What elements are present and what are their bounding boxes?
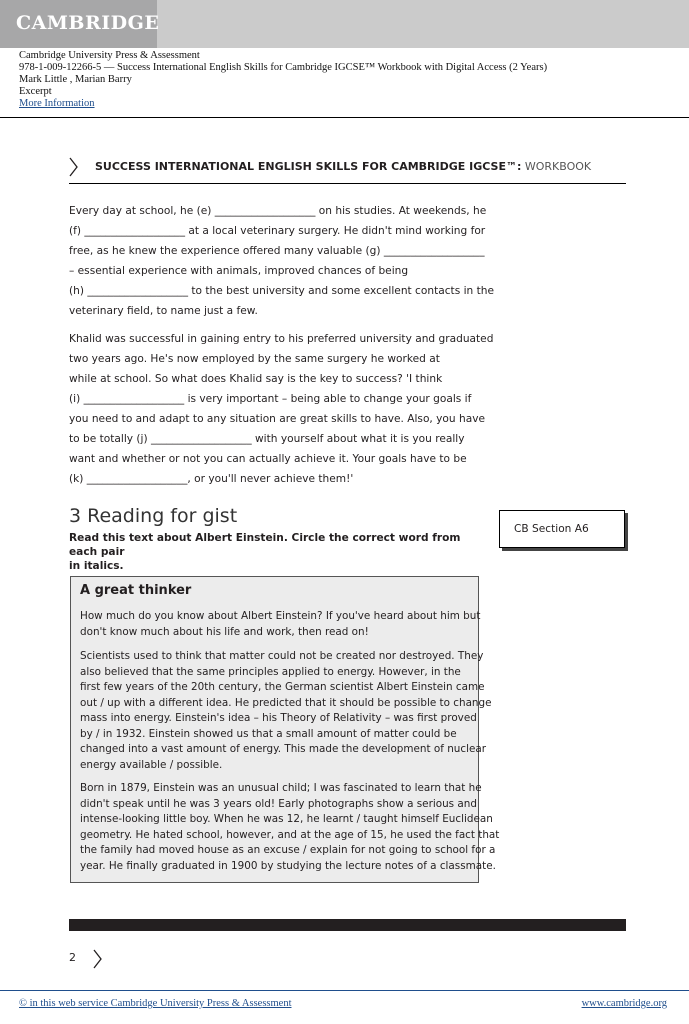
header-divider <box>0 117 689 118</box>
text-line: you need to and adapt to any situation are great skills to have. Also, you have <box>69 413 485 425</box>
isbn-line: 978-1-009-12266-5 — Success International English Skills for Cambridge IGCSE™ Workbook with Digital Access (2 Years) <box>19 62 548 73</box>
footer-divider <box>0 990 689 991</box>
text-line: – essential experience with animals, improved chances of being <box>69 265 409 277</box>
gap-fill-paragraph-2 <box>69 329 494 489</box>
text-line: How much do you know about Albert Einstein? If you've heard about him but <box>80 610 481 622</box>
text-line: year. He finally graduated in 1900 by studying the lecture notes of a classmate. <box>80 859 496 872</box>
cambridge-logo[interactable] <box>0 0 160 48</box>
text-line: by / in 1932. Einstein showed us that a small amount of matter could be <box>80 727 457 740</box>
text-line: energy available / possible. <box>80 758 223 771</box>
running-head-title: SUCCESS INTERNATIONAL ENGLISH SKILLS FOR CAMBRIDGE IGCSE™: <box>95 160 522 173</box>
text-line: free, as he knew the experience offered many valuable (g) ___________________ <box>69 245 485 257</box>
more-information-link[interactable]: More Information <box>19 98 95 109</box>
text-line: want and whether or not you can actually achieve it. Your goals have to be <box>69 453 467 465</box>
text-line: veterinary field, to name just a few. <box>69 305 258 317</box>
text-line: (h) ___________________ to the best university and some excellent contacts in the <box>69 285 495 297</box>
page-number: 2 <box>69 951 76 964</box>
gap-fill-paragraph-1 <box>69 201 495 321</box>
reading-title: A great thinker <box>80 583 192 598</box>
text-line: intense-looking little boy. When he was 12, he learnt / taught himself Euclidean <box>80 813 493 825</box>
text-line: (f) ___________________ at a local veterinary surgery. He didn't mind working for <box>69 225 486 237</box>
publisher-line: Cambridge University Press & Assessment <box>19 50 200 61</box>
text-line: out / up with a different idea. He predicted that it should be possible to change <box>80 696 492 709</box>
text-line: Born in 1879, Einstein was an unusual child; I was fascinated to learn that he <box>80 782 482 794</box>
text-line: don't know much about his life and work, then read on! <box>80 625 369 638</box>
running-head-rule <box>69 183 626 184</box>
chevron-right-icon <box>93 949 103 969</box>
chevron-right-icon <box>69 157 79 177</box>
text-line: didn't speak until he was 3 years old! Early photographs show a serious and <box>80 797 477 810</box>
text-line: also believed that the same principles applied to energy. However, in the <box>80 665 461 678</box>
text-line: (k) ___________________, or you'll never achieve them!' <box>69 473 354 485</box>
section-instruction <box>69 531 469 573</box>
logo-text: CAMBRIDGE <box>16 12 160 34</box>
copyright-link[interactable]: © in this web service Cambridge University Press & Assessment <box>19 998 292 1009</box>
text-line: the family had moved house as an excuse / explain for not going to school for a <box>80 844 496 856</box>
text-line: geometry. He hated school, however, and at the age of 15, he used the fact that <box>80 828 500 841</box>
reading-paragraph-1 <box>80 609 481 640</box>
authors-line: Mark Little , Marian Barry <box>19 74 132 85</box>
text-line: to be totally (j) ___________________ with yourself about what it is you really <box>69 433 465 445</box>
text-line: Scientists used to think that matter could not be created nor destroyed. They <box>80 650 484 662</box>
text-line: mass into energy. Einstein's idea – his Theory of Relativity – was first proved <box>80 712 477 724</box>
text-line: two years ago. He's now employed by the same surgery he worked at <box>69 353 440 365</box>
section-title: 3 Reading for gist <box>69 505 238 527</box>
cambridge-website-link[interactable]: www.cambridge.org <box>581 998 667 1009</box>
text-line: changed into a vast amount of energy. This made the development of nuclear <box>80 743 486 755</box>
running-head <box>95 160 591 173</box>
reading-paragraph-2 <box>80 649 492 773</box>
page-bottom-bar <box>69 919 626 931</box>
text-line: while at school. So what does Khalid say is the key to success? 'I think <box>69 373 443 385</box>
text-line: Every day at school, he (e) ___________________ on his studies. At weekends, he <box>69 205 487 217</box>
text-line: (i) ___________________ is very important – being able to change your goals if <box>69 393 472 405</box>
book-metadata <box>19 50 547 110</box>
running-head-subtitle: WORKBOOK <box>521 160 592 173</box>
instruction-line: Read this text about Albert Einstein. Circle the correct word from each pair <box>69 532 461 558</box>
cb-section-box <box>499 510 625 548</box>
text-line: Khalid was successful in gaining entry to his preferred university and graduated <box>69 333 494 345</box>
text-line: first few years of the 20th century, the German scientist Albert Einstein came <box>80 681 485 693</box>
reading-paragraph-3 <box>80 781 500 874</box>
excerpt-line: Excerpt <box>19 86 52 97</box>
cb-section-label: CB Section A6 <box>514 523 589 535</box>
instruction-line: in italics. <box>69 560 124 572</box>
